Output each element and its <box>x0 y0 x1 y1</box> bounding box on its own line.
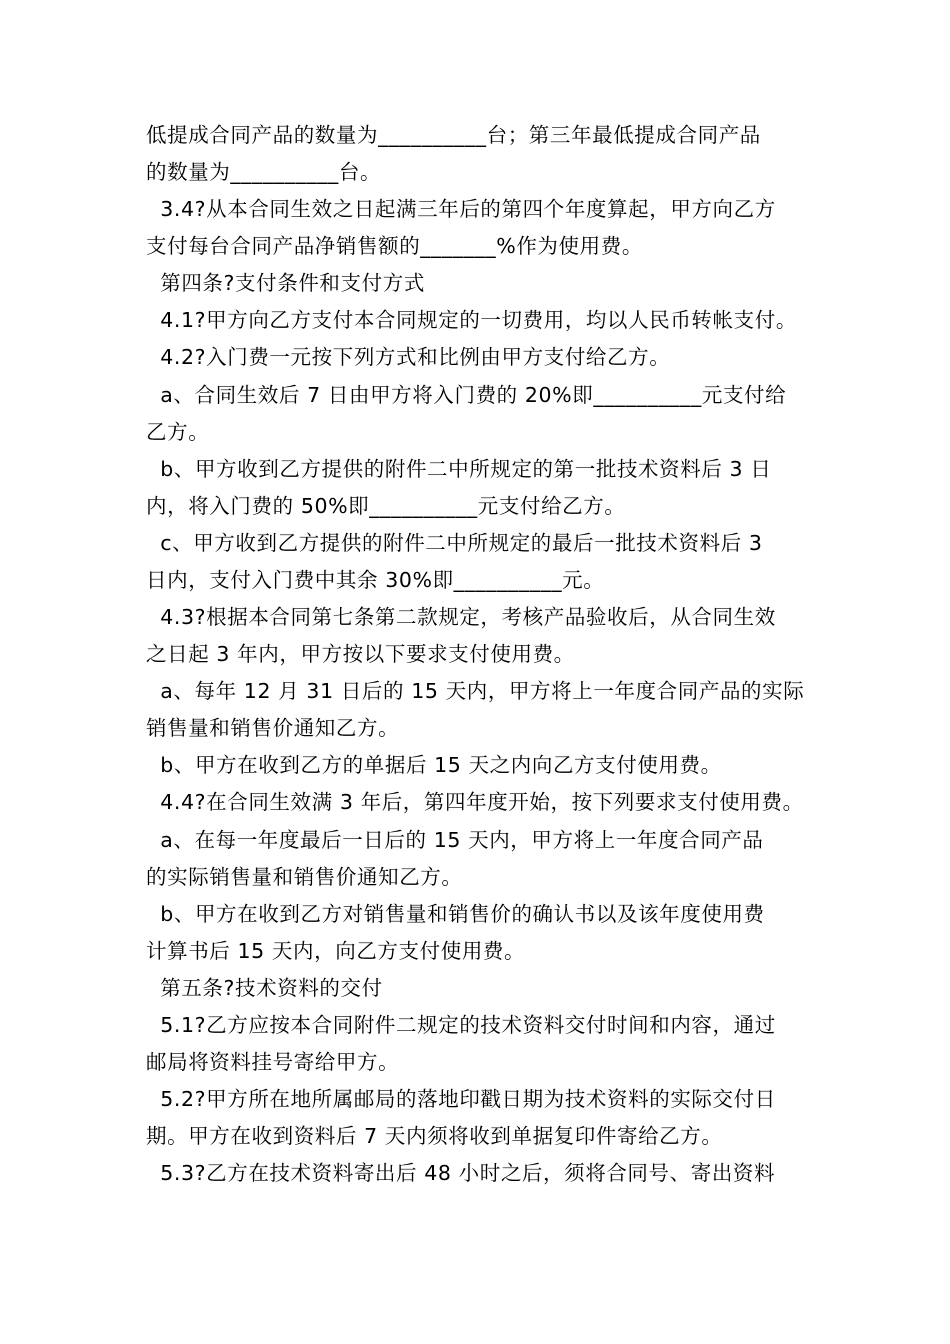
text-line: b、甲方在收到乙方对销售量和销售价的确认书以及该年度使用费 <box>146 902 765 926</box>
text-line: 低提成合同产品的数量为__________台；第三年最低提成合同产品 <box>146 123 761 147</box>
text-line: 3.4?从本合同生效之日起满三年后的第四个年度算起，甲方向乙方 <box>146 197 776 221</box>
section-heading: 第五条?技术资料的交付 <box>146 976 383 1000</box>
section-heading: 第四条?支付条件和支付方式 <box>146 271 425 295</box>
text-line: 乙方。 <box>146 420 210 444</box>
text-line: b、甲方在收到乙方的单据后 15 天之内向乙方支付使用费。 <box>146 753 722 777</box>
text-line: 4.4?在合同生效满 3 年后，第四年度开始，按下列要求支付使用费。 <box>146 790 804 814</box>
text-line: 4.1?甲方向乙方支付本合同规定的一切费用，均以人民币转帐支付。 <box>146 308 797 332</box>
text-line: c、甲方收到乙方提供的附件二中所规定的最后一批技术资料后 3 <box>146 531 763 555</box>
text-line: 5.2?甲方所在地所属邮局的落地印戳日期为技术资料的实际交付日 <box>146 1087 776 1111</box>
text-line: 5.3?乙方在技术资料寄出后 48 小时之后，须将合同号、寄出资料 <box>146 1161 776 1185</box>
text-line: 之日起 3 年内，甲方按以下要求支付使用费。 <box>146 642 575 666</box>
text-line: 邮局将资料挂号寄给甲方。 <box>146 1050 400 1074</box>
text-line: 内，将入门费的 50%即__________元支付给乙方。 <box>146 494 626 518</box>
text-line: a、在每一年度最后一日后的 15 天内，甲方将上一年度合同产品 <box>146 828 764 852</box>
text-line: 4.3?根据本合同第七条第二款规定，考核产品验收后，从合同生效 <box>146 605 776 629</box>
text-line: a、每年 12 月 31 日后的 15 天内，甲方将上一年度合同产品的实际 <box>146 679 805 703</box>
text-line: b、甲方收到乙方提供的附件二中所规定的第一批技术资料后 3 日 <box>146 457 772 481</box>
text-line: 的实际销售量和销售价通知乙方。 <box>146 865 463 889</box>
text-line: 5.1?乙方应按本合同附件二规定的技术资料交付时间和内容，通过 <box>146 1013 776 1037</box>
text-line: 4.2?入门费一元按下列方式和比例由甲方支付给乙方。 <box>146 345 671 369</box>
text-line: 期。甲方在收到资料后 7 天内须将收到单据复印件寄给乙方。 <box>146 1124 723 1148</box>
text-line: 日内，支付入门费中其余 30%即__________元。 <box>146 568 605 592</box>
text-line: 计算书后 15 天内，向乙方支付使用费。 <box>146 939 526 963</box>
text-line: 销售量和销售价通知乙方。 <box>146 716 400 740</box>
text-line: 支付每台合同产品净销售额的_______%作为使用费。 <box>146 234 643 258</box>
text-line: a、合同生效后 7 日由甲方将入门费的 20%即__________元支付给 <box>146 383 787 407</box>
text-line: 的数量为__________台。 <box>146 160 382 184</box>
